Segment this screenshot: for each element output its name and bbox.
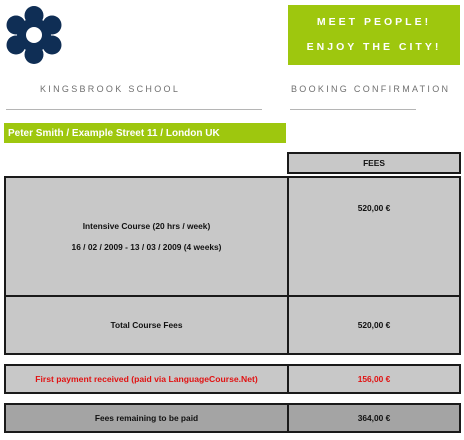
divider-left [6, 109, 262, 110]
flower-logo-icon [2, 6, 66, 64]
total-label-cell: Total Course Fees [4, 295, 289, 355]
remaining-amount-cell: 364,00 € [287, 403, 461, 433]
remaining-label-cell: Fees remaining to be paid [4, 403, 289, 433]
course-dates: 16 / 02 / 2009 - 13 / 03 / 2009 (4 weeks) [71, 241, 222, 252]
school-name: KINGSBROOK SCHOOL [40, 84, 181, 94]
fees-column-header: FEES [287, 152, 461, 174]
slogan-banner [288, 5, 460, 65]
banner-line-2: ENJOY THE CITY! [306, 41, 442, 53]
payment-label-cell: First payment received (paid via LanguageCourse.Net) [4, 364, 289, 394]
school-logo [2, 6, 66, 64]
document-title: BOOKING CONFIRMATION [291, 84, 451, 94]
student-address-bar: Peter Smith / Example Street 11 / London UK [4, 123, 286, 143]
banner-line-1: MEET PEOPLE! [316, 16, 432, 28]
course-description-cell [4, 176, 289, 297]
course-name: Intensive Course (20 hrs / week) [82, 220, 211, 231]
course-fee-cell: 520,00 € [287, 176, 461, 297]
divider-right [290, 109, 416, 110]
payment-amount-cell: 156,00 € [287, 364, 461, 394]
total-fee-cell: 520,00 € [287, 295, 461, 355]
